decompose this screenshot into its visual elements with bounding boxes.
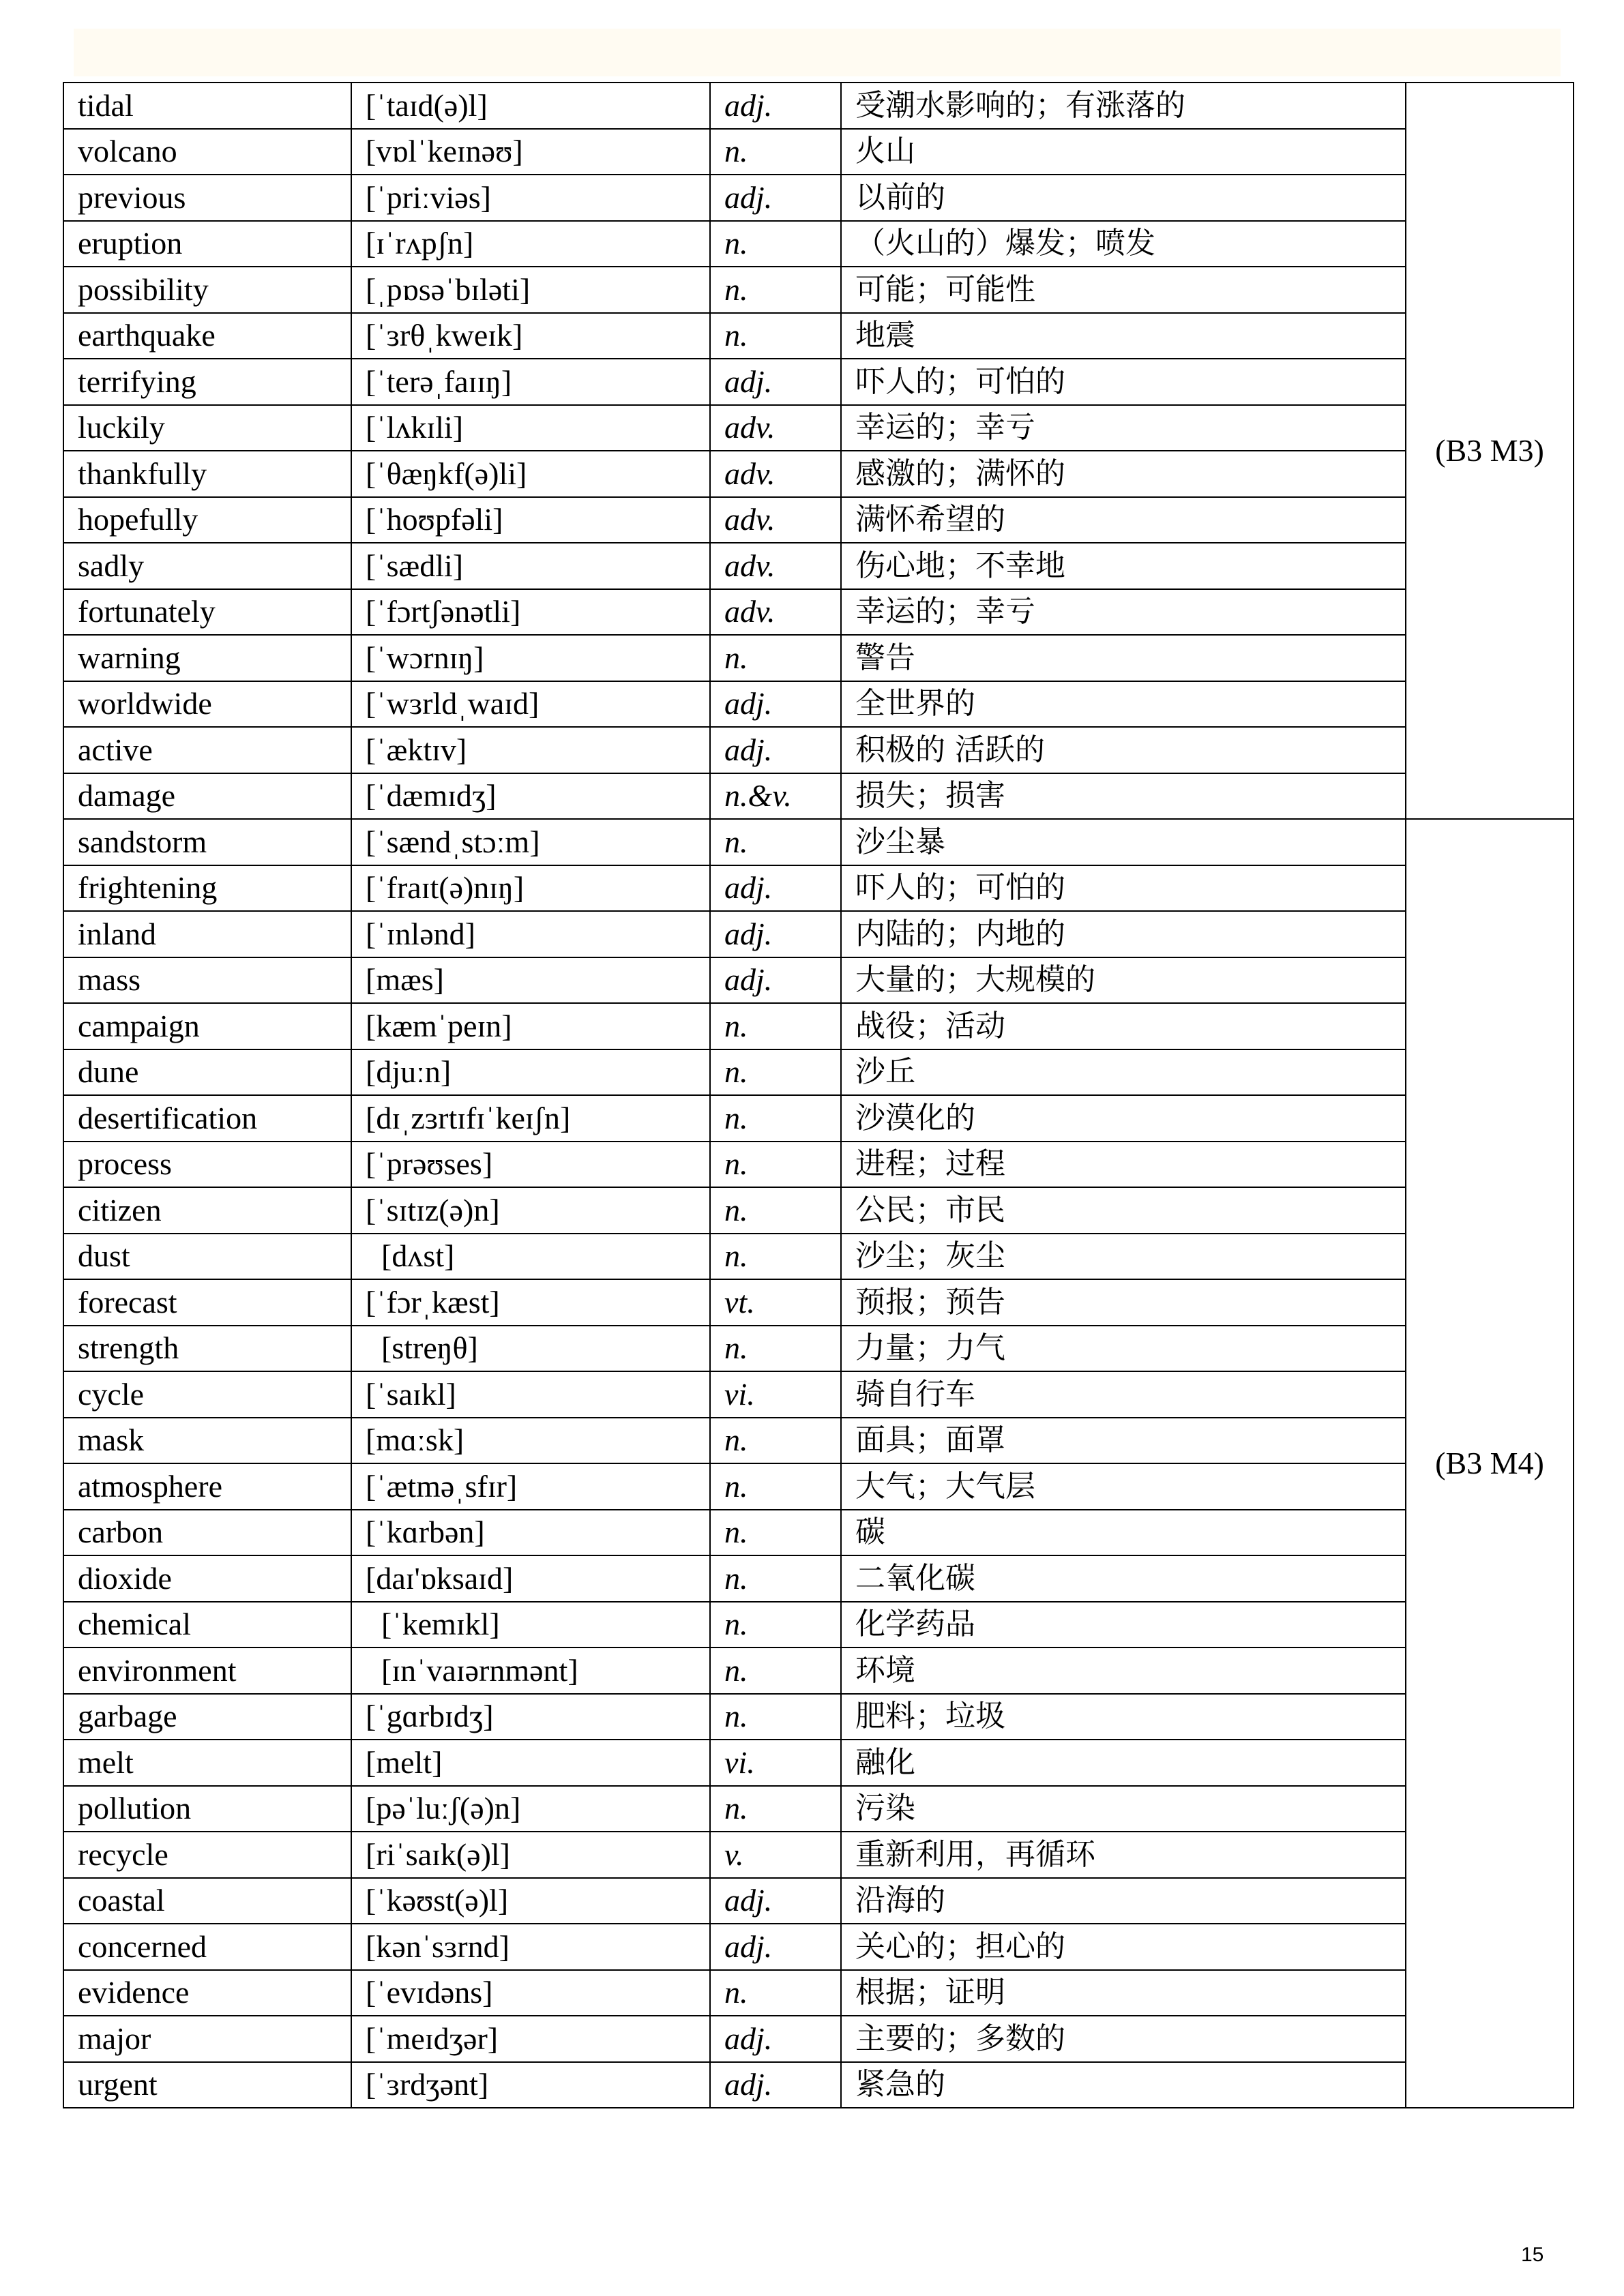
phonetic-cell: [streŋθ] [351,1326,710,1372]
table-row [63,1326,1574,1372]
definition-cell: 根据；证明 [841,1970,1406,2016]
table-row [63,221,1574,267]
definition-cell: 沙尘暴 [841,819,1406,865]
word-cell: desertification [63,1095,351,1142]
word-cell: process [63,1142,351,1188]
table-row [63,2016,1574,2062]
phonetic-cell: [ɪˈrʌpʃn] [351,221,710,267]
word-cell: environment [63,1648,351,1694]
part-of-speech-cell: n. [710,1049,841,1096]
phonetic-cell: [ɪnˈvaɪərnmənt] [351,1648,710,1694]
definition-cell: 幸运的；幸亏 [841,405,1406,451]
word-cell: dune [63,1049,351,1096]
word-cell: concerned [63,1924,351,1970]
part-of-speech-cell: n. [710,1555,841,1602]
phonetic-cell: [ˈɜrθˌkweɪk] [351,313,710,359]
word-cell: fortunately [63,589,351,636]
definition-cell: 战役；活动 [841,1003,1406,1049]
phonetic-cell: [ˈpriːviəs] [351,175,710,221]
table-row [63,1463,1574,1510]
header-band [74,29,1561,76]
phonetic-cell: [ˈtaɪd(ə)l] [351,83,710,129]
table-row [63,1371,1574,1418]
table-row [63,1740,1574,1786]
part-of-speech-cell: adj. [710,359,841,405]
part-of-speech-cell: adj. [710,957,841,1004]
phonetic-cell: [ˈfɔrˌkæst] [351,1279,710,1326]
word-cell: sandstorm [63,819,351,865]
word-cell: volcano [63,129,351,175]
table-row [63,1049,1574,1096]
table-row [63,497,1574,543]
table-row [63,589,1574,636]
phonetic-cell: [ˈætməˌsfɪr] [351,1463,710,1510]
definition-cell: 火山 [841,129,1406,175]
word-cell: pollution [63,1786,351,1832]
definition-cell: 大量的；大规模的 [841,957,1406,1004]
definition-cell: 全世界的 [841,681,1406,728]
part-of-speech-cell: vi. [710,1371,841,1418]
part-of-speech-cell: n. [710,1970,841,2016]
definition-cell: 关心的；担心的 [841,1924,1406,1970]
table-row [63,1418,1574,1464]
definition-cell: 主要的；多数的 [841,2016,1406,2062]
part-of-speech-cell: adv. [710,405,841,451]
word-cell: carbon [63,1510,351,1556]
table-row [63,1924,1574,1970]
part-of-speech-cell: n. [710,1418,841,1464]
definition-cell: 重新利用，再循环 [841,1832,1406,1878]
phonetic-cell: [ˈɜrdʒənt] [351,2062,710,2108]
definition-cell: 地震 [841,313,1406,359]
table-row [63,175,1574,221]
word-cell: thankfully [63,451,351,497]
part-of-speech-cell: adj. [710,2062,841,2108]
table-row [63,1602,1574,1648]
table-row [63,1279,1574,1326]
definition-cell: 沙丘 [841,1049,1406,1096]
word-cell: hopefully [63,497,351,543]
part-of-speech-cell: adj. [710,681,841,728]
definition-cell: 以前的 [841,175,1406,221]
phonetic-cell: [ˈfɔrtʃənətli] [351,589,710,636]
table-row [63,727,1574,773]
definition-cell: 二氧化碳 [841,1555,1406,1602]
table-row [63,1878,1574,1924]
phonetic-cell: [ˈterəˌfaɪɪŋ] [351,359,710,405]
table-row [63,819,1574,865]
phonetic-cell: [ˈsaɪkl] [351,1371,710,1418]
part-of-speech-cell: n. [710,1786,841,1832]
word-cell: strength [63,1326,351,1372]
phonetic-cell: [ˈlʌkɪli] [351,405,710,451]
table-row [63,1648,1574,1694]
definition-cell: 化学药品 [841,1602,1406,1648]
definition-cell: 进程；过程 [841,1142,1406,1188]
part-of-speech-cell: vt. [710,1279,841,1326]
phonetic-cell: [ˈfraɪt(ə)nɪŋ] [351,865,710,912]
part-of-speech-cell: n. [710,1095,841,1142]
part-of-speech-cell: n. [710,313,841,359]
definition-cell: 损失；损害 [841,773,1406,820]
phonetic-cell: [ˈwɜrldˌwaɪd] [351,681,710,728]
definition-cell: 内陆的；内地的 [841,911,1406,957]
word-cell: eruption [63,221,351,267]
word-cell: garbage [63,1694,351,1740]
word-cell: urgent [63,2062,351,2108]
part-of-speech-cell: n. [710,1003,841,1049]
part-of-speech-cell: n. [710,1694,841,1740]
table-row [63,543,1574,589]
part-of-speech-cell: n. [710,221,841,267]
definition-cell: 满怀希望的 [841,497,1406,543]
word-cell: melt [63,1740,351,1786]
table-row [63,451,1574,497]
word-cell: luckily [63,405,351,451]
phonetic-cell: [ˈkəʊst(ə)l] [351,1878,710,1924]
word-cell: chemical [63,1602,351,1648]
word-cell: recycle [63,1832,351,1878]
unit-label-cell: (B3 M3) [1406,83,1574,819]
part-of-speech-cell: adj. [710,865,841,912]
part-of-speech-cell: adv. [710,589,841,636]
table-row [63,359,1574,405]
phonetic-cell: [mɑːsk] [351,1418,710,1464]
word-cell: dust [63,1234,351,1280]
phonetic-cell: [dɪˌzɜrtɪfɪˈkeɪʃn] [351,1095,710,1142]
phonetic-cell: [ˈwɔrnɪŋ] [351,635,710,681]
definition-cell: 受潮水影响的；有涨落的 [841,83,1406,129]
phonetic-cell: [ˈɪnlənd] [351,911,710,957]
phonetic-cell: [ˈkɑrbən] [351,1510,710,1556]
phonetic-cell: [ˈgɑrbɪdʒ] [351,1694,710,1740]
table-row [63,1694,1574,1740]
definition-cell: 碳 [841,1510,1406,1556]
phonetic-cell: [vɒlˈkeɪnəʊ] [351,129,710,175]
part-of-speech-cell: n. [710,267,841,313]
word-cell: damage [63,773,351,820]
phonetic-cell: [ˈsɪtɪz(ə)n] [351,1187,710,1234]
phonetic-cell: [djuːn] [351,1049,710,1096]
definition-cell: 面具；面罩 [841,1418,1406,1464]
table-row [63,1095,1574,1142]
part-of-speech-cell: v. [710,1832,841,1878]
part-of-speech-cell: n. [710,819,841,865]
phonetic-cell: [ˈθæŋkf(ə)li] [351,451,710,497]
part-of-speech-cell: n. [710,1648,841,1694]
definition-cell: 公民；市民 [841,1187,1406,1234]
part-of-speech-cell: adj. [710,175,841,221]
table-row [63,1970,1574,2016]
table-row [63,1832,1574,1878]
word-cell: campaign [63,1003,351,1049]
part-of-speech-cell: adv. [710,451,841,497]
word-cell: previous [63,175,351,221]
table-row [63,2062,1574,2108]
word-cell: dioxide [63,1555,351,1602]
phonetic-cell: [daɪ'ɒksaɪd] [351,1555,710,1602]
part-of-speech-cell: adj. [710,83,841,129]
word-cell: mass [63,957,351,1004]
part-of-speech-cell: adv. [710,543,841,589]
phonetic-cell: [pəˈluːʃ(ə)n] [351,1786,710,1832]
table-row [63,83,1574,129]
definition-cell: 大气；大气层 [841,1463,1406,1510]
definition-cell: 感激的；满怀的 [841,451,1406,497]
part-of-speech-cell: adj. [710,1878,841,1924]
definition-cell: 沙尘；灰尘 [841,1234,1406,1280]
part-of-speech-cell: n. [710,1187,841,1234]
table-row [63,911,1574,957]
word-cell: mask [63,1418,351,1464]
word-cell: warning [63,635,351,681]
word-cell: earthquake [63,313,351,359]
phonetic-cell: [ˈevɪdəns] [351,1970,710,2016]
table-row [63,681,1574,728]
table-row [63,313,1574,359]
word-cell: terrifying [63,359,351,405]
phonetic-cell: [ˈprəʊses] [351,1142,710,1188]
word-cell: major [63,2016,351,2062]
part-of-speech-cell: n. [710,1142,841,1188]
part-of-speech-cell: adj. [710,911,841,957]
table-row [63,129,1574,175]
definition-cell: 可能；可能性 [841,267,1406,313]
phonetic-cell: [ˌpɒsəˈbɪləti] [351,267,710,313]
definition-cell: 肥料；垃圾 [841,1694,1406,1740]
phonetic-cell: [riˈsaɪk(ə)l] [351,1832,710,1878]
word-cell: possibility [63,267,351,313]
word-cell: citizen [63,1187,351,1234]
page-number: 15 [1521,2243,1544,2266]
table-row [63,1187,1574,1234]
definition-cell: 预报；预告 [841,1279,1406,1326]
phonetic-cell: [ˈhoʊpfəli] [351,497,710,543]
phonetic-cell: [kæmˈpeɪn] [351,1003,710,1049]
definition-cell: 幸运的；幸亏 [841,589,1406,636]
definition-cell: 伤心地；不幸地 [841,543,1406,589]
vocabulary-table-body [63,83,1574,2108]
part-of-speech-cell: n. [710,1602,841,1648]
definition-cell: 警告 [841,635,1406,681]
table-row [63,1142,1574,1188]
table-row [63,635,1574,681]
definition-cell: 骑自行车 [841,1371,1406,1418]
word-cell: worldwide [63,681,351,728]
definition-cell: 污染 [841,1786,1406,1832]
word-cell: cycle [63,1371,351,1418]
table-row [63,1786,1574,1832]
definition-cell: 力量；力气 [841,1326,1406,1372]
table-row [63,1003,1574,1049]
definition-cell: （火山的）爆发；喷发 [841,221,1406,267]
definition-cell: 沙漠化的 [841,1095,1406,1142]
table-row [63,957,1574,1004]
table-row [63,773,1574,820]
table-row [63,865,1574,912]
phonetic-cell: [kənˈsɜrnd] [351,1924,710,1970]
word-cell: active [63,727,351,773]
definition-cell: 环境 [841,1648,1406,1694]
definition-cell: 紧急的 [841,2062,1406,2108]
table-row [63,1234,1574,1280]
phonetic-cell: [melt] [351,1740,710,1786]
word-cell: tidal [63,83,351,129]
definition-cell: 吓人的；可怕的 [841,865,1406,912]
phonetic-cell: [ˈsændˌstɔːm] [351,819,710,865]
unit-label-cell: (B3 M4) [1406,819,1574,2108]
part-of-speech-cell: vi. [710,1740,841,1786]
word-cell: coastal [63,1878,351,1924]
table-row [63,267,1574,313]
definition-cell: 融化 [841,1740,1406,1786]
word-cell: inland [63,911,351,957]
phonetic-cell: [ˈmeɪdʒər] [351,2016,710,2062]
part-of-speech-cell: adj. [710,727,841,773]
definition-cell: 积极的 活跃的 [841,727,1406,773]
word-cell: sadly [63,543,351,589]
phonetic-cell: [ˈæktɪv] [351,727,710,773]
word-cell: evidence [63,1970,351,2016]
part-of-speech-cell: adv. [710,497,841,543]
vocabulary-table [63,82,1574,2108]
table-row [63,1510,1574,1556]
phonetic-cell: [ˈdæmɪdʒ] [351,773,710,820]
word-cell: atmosphere [63,1463,351,1510]
table-row [63,405,1574,451]
phonetic-cell: [ˈsædli] [351,543,710,589]
phonetic-cell: [mæs] [351,957,710,1004]
part-of-speech-cell: adj. [710,1924,841,1970]
part-of-speech-cell: n. [710,1234,841,1280]
part-of-speech-cell: n. [710,1463,841,1510]
part-of-speech-cell: n.&v. [710,773,841,820]
part-of-speech-cell: adj. [710,2016,841,2062]
part-of-speech-cell: n. [710,1326,841,1372]
word-cell: frightening [63,865,351,912]
table-row [63,1555,1574,1602]
part-of-speech-cell: n. [710,1510,841,1556]
part-of-speech-cell: n. [710,635,841,681]
phonetic-cell: [dʌst] [351,1234,710,1280]
part-of-speech-cell: n. [710,129,841,175]
word-cell: forecast [63,1279,351,1326]
definition-cell: 沿海的 [841,1878,1406,1924]
definition-cell: 吓人的；可怕的 [841,359,1406,405]
phonetic-cell: [ˈkemɪkl] [351,1602,710,1648]
